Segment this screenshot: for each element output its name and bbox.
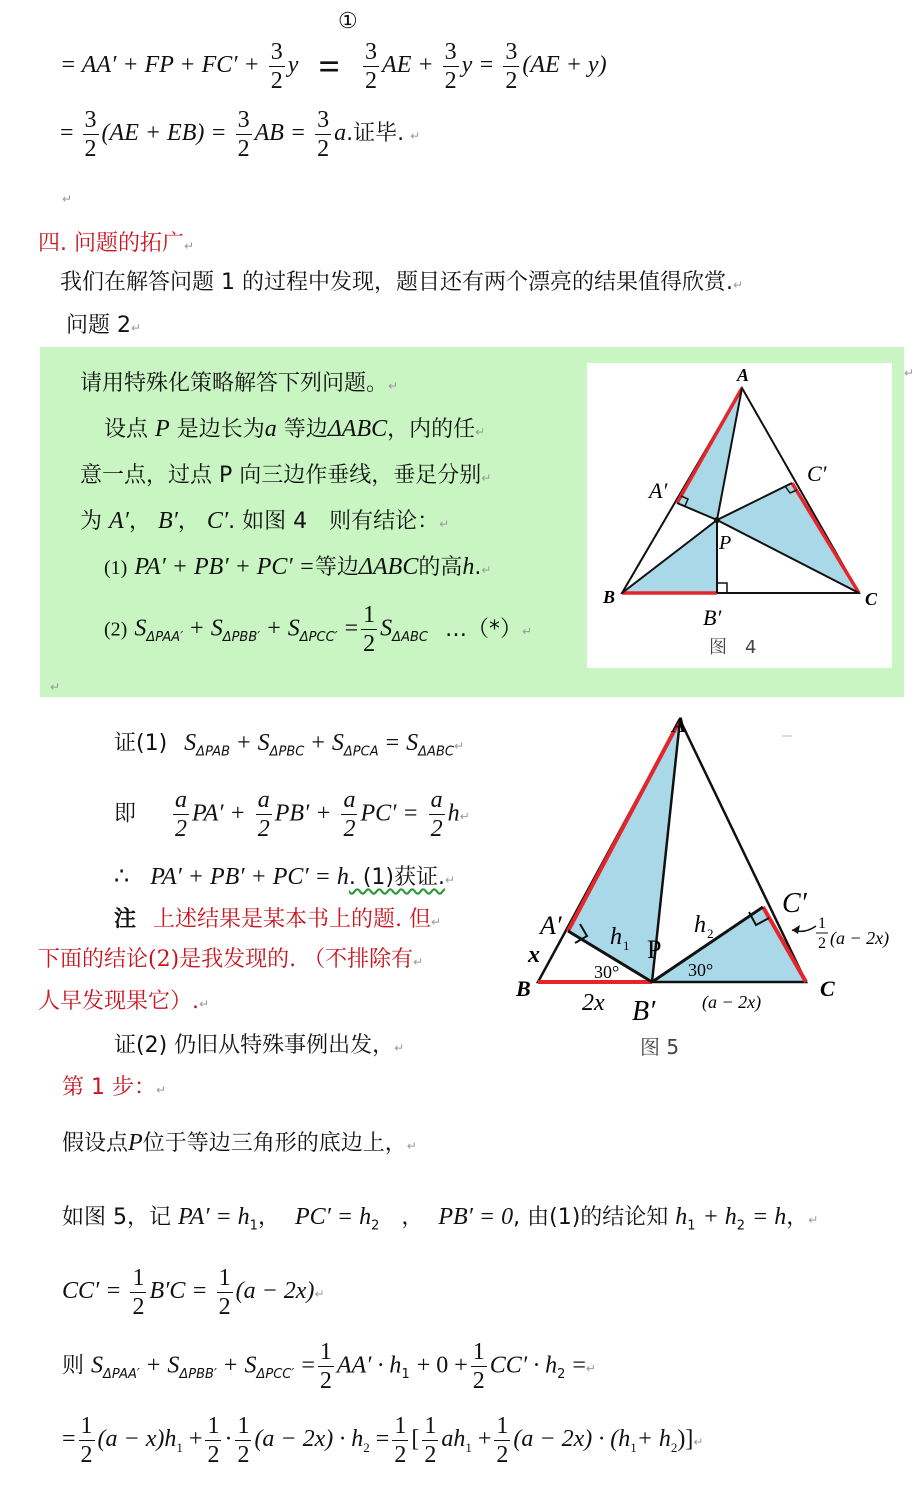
fig5-label-p: P xyxy=(647,935,662,964)
fig5-label-c1: C′ xyxy=(782,888,807,919)
fig4-label-c: C xyxy=(865,589,878,609)
fig4-label-c1: C′ xyxy=(807,461,827,486)
box-right-mark: ↵ xyxy=(904,366,915,380)
fig4-label-b: B xyxy=(603,587,616,607)
section-intro: 我们在解答问题 1 的过程中发现，题目还有两个漂亮的结果值得欣赏.↵ xyxy=(60,270,744,295)
proof2-label: 证(2) 仍旧从特殊事例出发，↵ xyxy=(114,1033,405,1058)
last-line: = $\frac{1}{2}$ $(a - x)h_1$ + $\frac{1}{2}$ · $\frac{1}{2}$ $(a - 2x) \cdot h_2$ = $\frac{1}{2}$ [ $\frac{1}{2}$ $ah_1$ + $\frac{1}{2}$ $(a - 2x) \cdot (h_1+$ $h_2)]↵$ xyxy=(62,1413,704,1468)
fig4-point-p xyxy=(714,517,720,523)
proof-line-2: = $\frac{3}{2}$ (AE + EB) = $\frac{3}{2}$ AB = $\frac{3}{2}$ a.证毕. ↵ xyxy=(60,107,421,162)
conclusion-2: (2) $S_{\Delta PAA'} + S_{\Delta PBB'} + S_{\Delta PCC'}$ = $\frac{1}{2}$ $S_{\Delta ABC}$ …（*）↵ xyxy=(104,602,533,657)
fig5-label-b1: B′ xyxy=(632,996,656,1027)
assume-line: 假设点P位于等边三角形的底边上，↵ xyxy=(62,1130,417,1156)
section-heading: 四. 问题的拓广↵ xyxy=(38,231,195,256)
fig4-label-a: A xyxy=(737,365,750,385)
box-line-1: 设点 P 是边长为a 等边ΔABC，内的任↵ xyxy=(104,416,486,442)
fig5-caption: 图 5 xyxy=(640,1035,680,1059)
box-line-3: 为 A′， B′， C′. 如图 4 则有结论：↵ xyxy=(80,508,450,534)
proof-line-1: = AA′ + FP + FC′ + $\frac{3}{2}$ y = $\frac{3}{2}$ AE + $\frac{3}{2}$ y = $\frac{3}{2}$ (AE + y) xyxy=(60,39,607,94)
figure-4 xyxy=(587,363,892,668)
then-line: 则 $S_{\Delta PAA'} + S_{\Delta PBB'} + S_{\Delta PCC'}$ = $\frac{1}{2}$ $AA' \cdot h_1 + 0$ + $\frac{1}{2}$ $CC' \cdot h_2$ =↵ xyxy=(62,1339,596,1394)
fig5-label-c: C xyxy=(820,976,835,1001)
proof1-line: 证(1) $S_{\Delta PAB} + S_{\Delta PBC} + S_{\Delta PCA}$ = $S_{\Delta ABC}↵$ xyxy=(114,730,465,760)
cc-line: CC′ = $\frac{1}{2}$ B′C = $\frac{1}{2}$ (a − 2x)↵ xyxy=(62,1265,325,1320)
box-title: 请用特殊化策略解答下列问题。↵ xyxy=(80,371,399,396)
note-line-2: 下面的结论(2)是我发现的. （不排除有↵ xyxy=(38,947,424,972)
note-line-3: 人早发现果它）.↵ xyxy=(38,989,210,1014)
fig4-right-angle-b xyxy=(717,583,727,593)
fig5-label-b: B xyxy=(516,976,531,1001)
fig5-label-h2-sub: 2 xyxy=(707,926,714,941)
fig5-label-cc: (a − 2x) xyxy=(830,928,890,948)
fig5-label-h1-sub: 1 xyxy=(623,938,630,953)
box-line-2: 意一点，过点 P 向三边作垂线，垂足分别↵ xyxy=(80,463,492,488)
fig4-label-p: P xyxy=(719,532,732,554)
fig4-label-b1: B′ xyxy=(703,605,722,630)
fig4-caption: 图 4 xyxy=(709,637,757,658)
fig5-frac-num: 1 xyxy=(818,915,826,932)
fig4-label-a1: A′ xyxy=(649,478,668,503)
fig5-arrow-head xyxy=(792,925,800,934)
fig5-frac-den: 2 xyxy=(818,935,826,952)
fig5-label-2x: 2x xyxy=(582,990,605,1016)
fig5-angle-left: 30° xyxy=(594,962,620,982)
circle-mark: ① xyxy=(338,8,358,33)
box-end-mark: ↵ xyxy=(50,680,61,694)
conclusion-1: (1) PA′ + PB′ + PC′ =等边ΔABC的高h.↵ xyxy=(104,554,492,580)
fig5-label-a1: A′ xyxy=(540,911,562,940)
problem-label: 问题 2↵ xyxy=(66,313,142,338)
fig5-angle-right: 30° xyxy=(688,960,714,980)
note-line-1: 注 上述结果是某本书上的题. 但↵ xyxy=(114,906,442,932)
fig5-label-h2: h xyxy=(694,912,706,938)
fig5-ref-line: 如图 5，记 $PA' = h_1$， $PC' = h_2$ ， PB′ = 0, 由(1)的结论知 $h_1 + h_2 = h$，↵ xyxy=(62,1204,819,1234)
fig5-label-a: A xyxy=(672,712,687,737)
step1-label: 第 1 步：↵ xyxy=(62,1075,167,1100)
fig4-shade-c xyxy=(717,483,859,593)
figure-5 xyxy=(500,706,910,1066)
proof1-ji: 即 $\frac{a}{2}$ PA′ + $\frac{a}{2}$ PB′ + $\frac{a}{2}$ PC′ = $\frac{a}{2}$ h↵ xyxy=(114,787,470,842)
fig5-label-h1: h xyxy=(610,924,622,950)
fig5-label-base: (a − 2x) xyxy=(702,992,762,1012)
proof1-therefore: ∴ PA′ + PB′ + PC′ = h. (1)获证.↵ xyxy=(114,864,456,890)
fig5-label-x: x xyxy=(528,942,540,968)
paragraph-mark: ↵ xyxy=(62,192,73,206)
